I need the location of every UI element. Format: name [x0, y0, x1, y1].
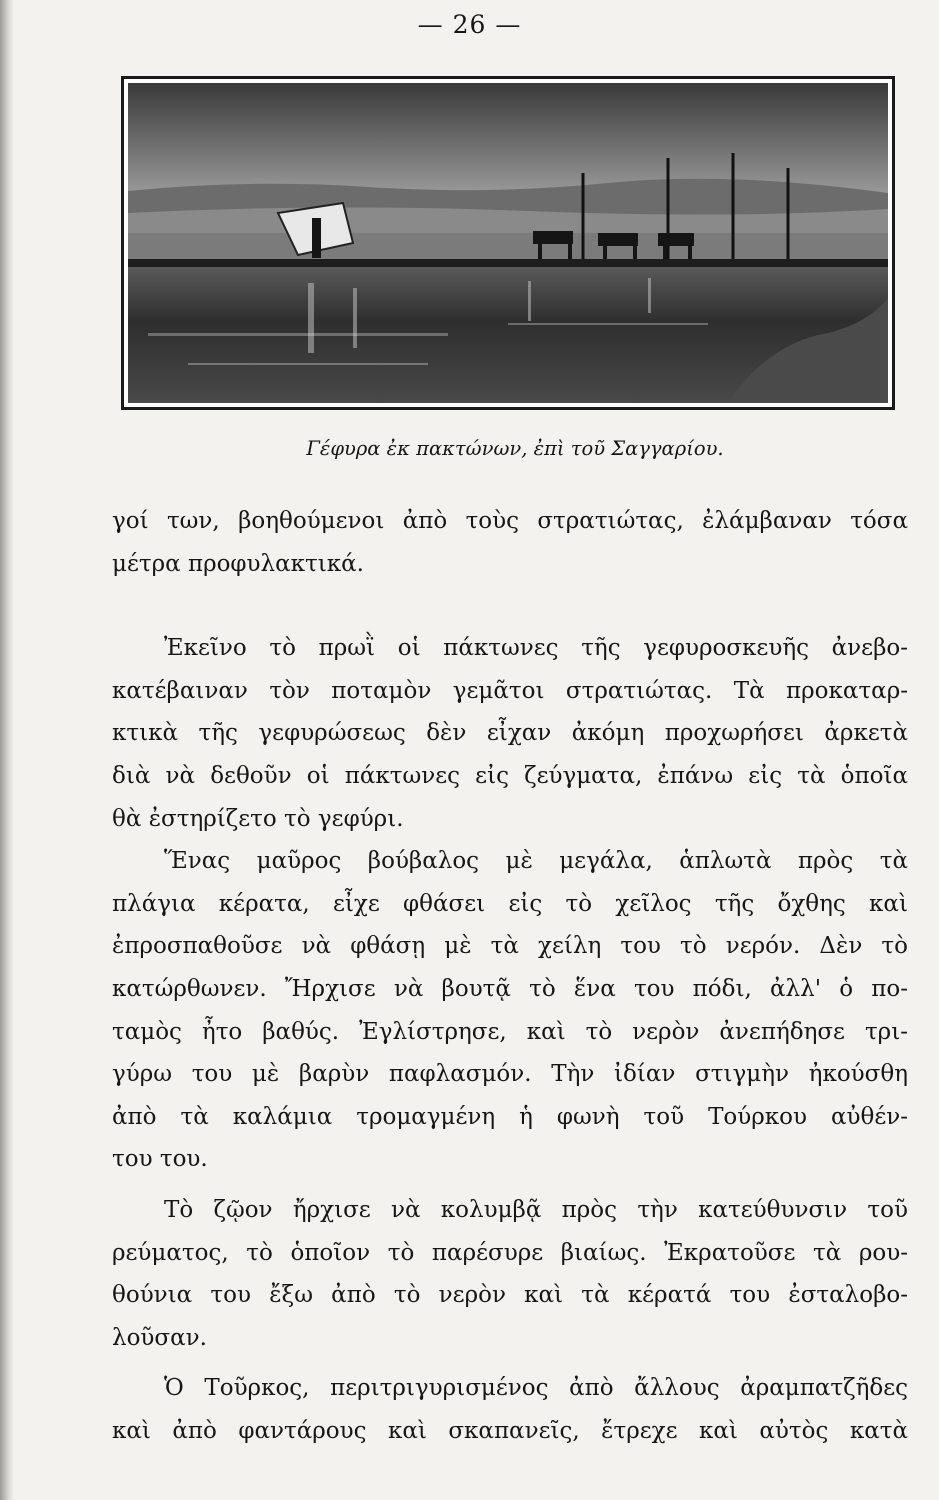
- text-line: ἐπροσπαθοῦσε νὰ φθάσῃ μὲ τὰ χείλη του τὸ νερόν. Δὲν τὸ: [112, 933, 908, 960]
- body-text: [112, 500, 908, 1452]
- binding-edge: [0, 0, 14, 1500]
- text-line: Ἐκεῖνο τὸ πρωῒ οἱ πάκτωνες τῆς γεφυροσκευῆς ἀνεβο-: [164, 635, 908, 662]
- text-line: Ὁ Τοῦρκος, περιτριγυρισμένος ἀπὸ ἄλλους ἀραμπατζῆδες: [164, 1375, 908, 1402]
- text-line: θούνια του ἔξω ἀπὸ τὸ νερὸν καὶ τὰ κέρατά του ἐσταλοβο-: [112, 1282, 908, 1309]
- text-line: θὰ ἐστηρίζετο τὸ γεφύρι.: [112, 805, 404, 832]
- text-line: Ἕνας μαῦρος βούβαλος μὲ μεγάλα, ἁπλωτὰ πρὸς τὰ: [164, 848, 908, 875]
- text-line: κτικὰ τῆς γεφυρώσεως δὲν εἶχαν ἀκόμη προχωρήσει ἀρκετὰ: [112, 720, 908, 747]
- text-line: μέτρα προφυλακτικά.: [112, 550, 364, 577]
- text-line: ρεύματος, τὸ ὁποῖον τὸ παρέσυρε βιαίως. Ἐκρατοῦσε τὰ ρου-: [112, 1239, 908, 1266]
- text-line: ἀπὸ τὰ καλάμια τρομαγμένη ἡ φωνὴ τοῦ Τούρκου αὐθέν-: [112, 1103, 908, 1130]
- figure-caption: Γέφυρα ἐκ πακτώνων, ἐπὶ τοῦ Σαγγαρίου.: [306, 437, 724, 460]
- bridge-photograph: [121, 76, 895, 410]
- text-line: γύρω του μὲ βαρὺν παφλασμόν. Τὴν ἰδίαν στιγμὴν ἠκούσθη: [112, 1061, 908, 1088]
- text-line: Τὸ ζῷον ἤρχισε νὰ κολυμβᾷ πρὸς τὴν κατεύθυνσιν τοῦ: [164, 1196, 908, 1223]
- text-line: κατώρθωνεν. Ἤρχισε νὰ βουτᾷ τὸ ἕνα του πόδι, ἀλλ' ὁ πο-: [112, 975, 908, 1002]
- text-line: του του.: [112, 1146, 208, 1173]
- text-line: ταμὸς ἦτο βαθύς. Ἐγλίστρησε, καὶ τὸ νερὸν ἀνεπήδησε τρι-: [112, 1018, 908, 1045]
- bridge-photo-illustration: [128, 83, 888, 403]
- text-line: γοί των, βοηθούμενοι ἀπὸ τοὺς στρατιώτας, ἐλάμβαναν τόσα: [112, 508, 908, 534]
- text-line: κατέβαιναν τὸν ποταμὸν γεμᾶτοι στρατιώτας. Τὰ προκαταρ-: [112, 677, 908, 704]
- text-line: καὶ ἀπὸ φαντάρους καὶ σκαπανεῖς, ἔτρεχε καὶ αὐτὸς κατὰ: [112, 1417, 908, 1444]
- text-line: πλάγια κέρατα, εἶχε φθάσει εἰς τὸ χεῖλος τῆς ὄχθης καὶ: [112, 890, 908, 917]
- text-line: λοῦσαν.: [112, 1324, 207, 1351]
- text-line: διὰ νὰ δεθοῦν οἱ πάκτωνες εἰς ζεύγματα, ἐπάνω εἰς τὰ ὁποῖα: [112, 762, 908, 789]
- page-number: — 26 —: [417, 10, 522, 39]
